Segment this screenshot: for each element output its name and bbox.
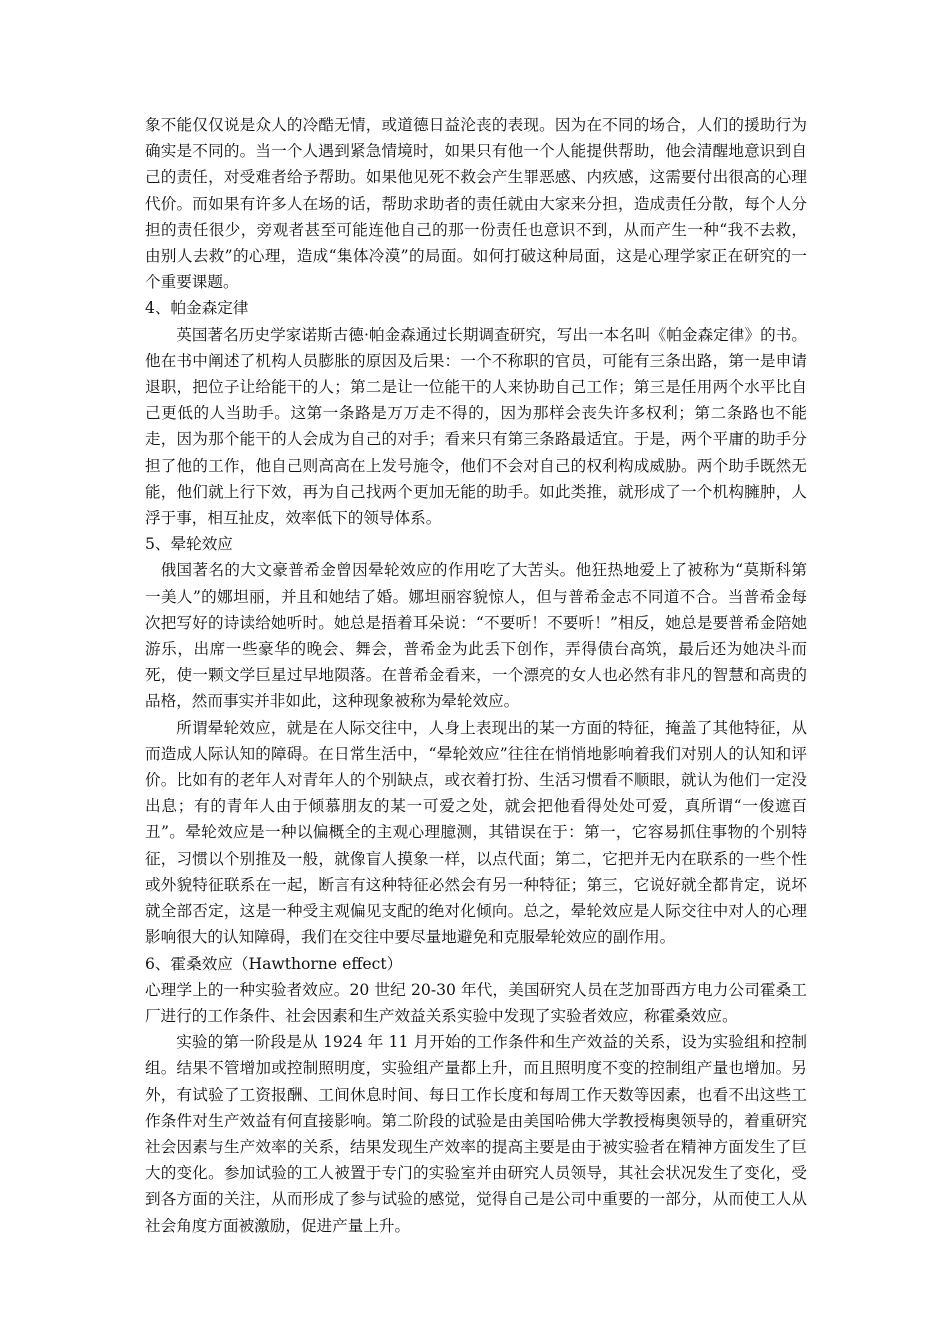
paragraph-hawthorne-experiment: 实验的第一阶段是从 1924 年 11 月开始的工作条件和生产效益的关系，设为实验组和控制组。结果不管增加或控制照明度，实验组产量都上升，而且照明度不变的控制组产量也增加。另外，有试验了工资报酬、工间休息时间、每日工作长度和每周工作天数等因素，也看不出这些工作条件对生产效益有何直接影响。第二阶段的试验是由美国哈佛大学教授梅奥领导的，着重研究社会因素与生产效率的关系，结果发现生产效率的提高主要是由于被实验者在精神方面发生了巨大的变化。参加试验的工人被置于专门的实验室并由研究人员领导，其社会状况发生了变化，受到各方面的关注，从而形成了参与试验的感觉，觉得自己是公司中重要的一部分，从而使工人从社会角度方面被激励，促进产量上升。 xyxy=(145,1033,807,1235)
heading-parkinson-law: 4、帕金森定律 xyxy=(145,299,249,318)
paragraph-hawthorne-intro: 心理学上的一种实验者效应。20 世纪 20-30 年代，美国研究人员在芝加哥西方电力公司霍桑工厂进行的工作条件、社会因素和生产效益关系实验中发现了实验者效应，称霍桑效应。 xyxy=(145,980,807,1025)
heading-hawthorne-effect: 6、霍桑效应（Hawthorne effect） xyxy=(145,954,403,973)
paragraph-halo-definition: 所谓晕轮效应，就是在人际交往中，人身上表现出的某一方面的特征，掩盖了其他特征，从而造成人际认知的障碍。在日常生活中，“晕轮效应”往往在悄悄地影响着我们对别人的认知和评价。比如有的老年人对青年人的个别缺点，或衣着打扮、生活习惯看不顺眼，就认为他们一定没出息；有的青年人由于倾慕朋友的某一可爱之处，就会把他看得处处可爱，真所谓“一俊遮百丑”。晕轮效应是一种以偏概全的主观心理臆测，其错误在于：第一，它容易抓住事物的个别特征，习惯以个别推及一般，就像盲人摸象一样，以点代面；第二，它把并无内在联系的一些个性或外貌特征联系在一起，断言有这种特征必然会有另一种特征；第三，它说好就全都肯定，说坏就全部否定，这是一种受主观偏见支配的绝对化倾向。总之，晕轮效应是人际交往中对人的心理影响很大的认知障碍，我们在交往中要尽量地避免和克服晕轮效应的副作用。 xyxy=(145,718,807,947)
paragraph-bystander-ending: 象不能仅仅说是众人的冷酷无情，或道德日益沦丧的表现。因为在不同的场合，人们的援助行为确实是不同的。当一个人遇到紧急情境时，如果只有他一个人能提供帮助，他会清醒地意识到自己的责任，对受难者给予帮助。如果他见死不救会产生罪恶感、内疚感，这需要付出很高的心理代价。而如果有许多人在场的话，帮助求助者的责任就由大家来分担，造成责任分散，每个人分担的责任很少，旁观者甚至可能连他自己的那一份责任也意识不到，从而产生一种“我不去救，由别人去救”的心理，造成“集体冷漠”的局面。如何打破这种局面，这是心理学家正在研究的一个重要课题。 xyxy=(145,116,807,292)
heading-halo-effect: 5、晕轮效应 xyxy=(145,535,233,554)
document-page xyxy=(145,112,807,1239)
paragraph-halo-pushkin: 俄国著名的大文豪普希金曾因晕轮效应的作用吃了大苦头。他狂热地爱上了被称为“莫斯科第一美人”的娜坦丽，并且和她结了婚。娜坦丽容貌惊人，但与普希金志不同道不合。当普希金每次把写好的诗读给她听时。她总是捂着耳朵说：“不要听！不要听！”相反，她总是要普希金陪她游乐，出席一些豪华的晚会、舞会，普希金为此丢下创作，弄得债台高筑，最后还为她决斗而死，使一颗文学巨星过早地陨落。在普希金看来，一个漂亮的女人也必然有非凡的智慧和高贵的品格，然而事实并非如此，这种现象被称为晕轮效应。 xyxy=(145,561,807,711)
paragraph-parkinson-law: 英国著名历史学家诺斯古德·帕金森通过长期调查研究，写出一本名叫《帕金森定律》的书。他在书中阐述了机构人员膨胀的原因及后果：一个不称职的官员，可能有三条出路，第一是申请退职，把位子让给能干的人；第二是让一位能干的人来协助自己工作；第三是任用两个水平比自己更低的人当助手。这第一条路是万万走不得的，因为那样会丧失许多权利；第二条路也不能走，因为那个能干的人会成为自己的对手；看来只有第三条路最适宜。于是，两个平庸的助手分担了他的工作，他自己则高高在上发号施令，他们不会对自己的权利构成威胁。两个助手既然无能，他们就上行下效，再为自己找两个更加无能的助手。如此类推，就形成了一个机构臃肿，人浮于事，相互扯皮，效率低下的领导体系。 xyxy=(145,325,807,528)
